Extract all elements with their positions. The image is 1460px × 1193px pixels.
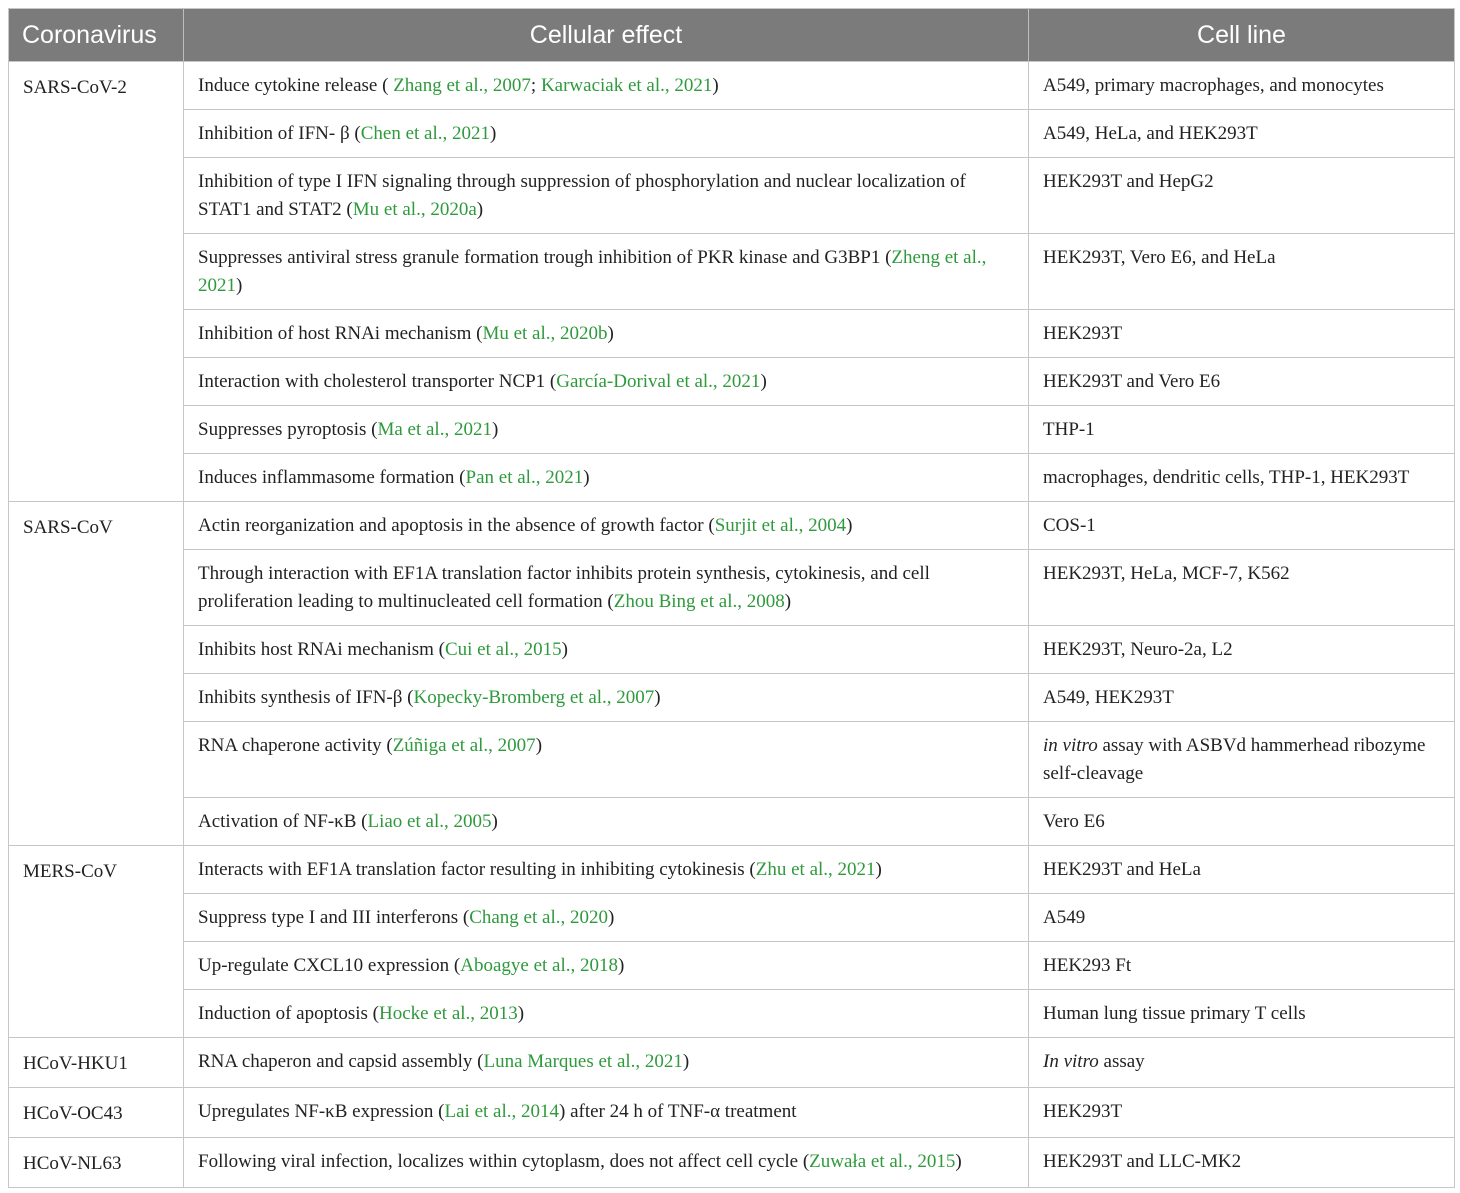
text-run: ;: [530, 75, 541, 96]
text-run: macrophages, dendritic cells, THP-1, HEK293T: [1043, 467, 1410, 488]
citation-link[interactable]: Aboagye et al., 2018: [460, 955, 619, 976]
table-row: [9, 62, 1455, 110]
text-run: ): [760, 371, 767, 392]
text-run: Up-regulate CXCL10 expression (: [198, 955, 461, 976]
virus-name: MERS-CoV: [9, 846, 184, 1038]
cell-line-cell: [1029, 310, 1455, 358]
cell-line-cell: [1029, 358, 1455, 406]
virus-name: HCoV-HKU1: [9, 1038, 184, 1088]
cell-line-cell: [1029, 1038, 1455, 1088]
citation-link[interactable]: Zúñiga et al., 2007: [392, 735, 536, 756]
text-run: ): [491, 419, 499, 440]
cell-line-cell: [1029, 502, 1455, 550]
cellular-effect-cell: [184, 1138, 1029, 1188]
text-run: Suppresses pyroptosis (: [198, 419, 378, 440]
cellular-effect-cell: [184, 846, 1029, 894]
cell-line-cell: [1029, 722, 1455, 798]
citation-link[interactable]: Zuwała et al., 2015: [809, 1151, 956, 1172]
text-run: ): [784, 591, 792, 612]
text-run: ): [875, 859, 882, 880]
text-run: Vero E6: [1043, 811, 1105, 832]
cell-line-cell: [1029, 406, 1455, 454]
virus-name: SARS-CoV: [9, 502, 184, 846]
text-run: ): [955, 1151, 962, 1172]
text-run: Actin reorganization and apoptosis in the absence of growth factor (: [198, 515, 715, 536]
text-run: Activation of NF-κB (: [198, 811, 368, 832]
text-run: ): [607, 907, 615, 928]
header-row: [9, 9, 1455, 62]
table-row: [9, 990, 1455, 1038]
cellular-effect-cell: [184, 1088, 1029, 1138]
text-run: Inhibition of type I IFN signaling through suppression of phosphorylation and nuclear localization of STAT1 and STAT2 (: [198, 171, 966, 220]
text-run: HEK293T, Neuro-2a, L2: [1043, 639, 1233, 660]
text-run: COS-1: [1043, 515, 1096, 536]
text-run: ): [517, 1003, 525, 1024]
text-run: HEK293T: [1043, 1101, 1123, 1122]
text-run: HEK293T, HeLa, MCF-7, K562: [1043, 563, 1290, 584]
text-run: ): [618, 955, 625, 976]
text-run: Following viral infection, localizes within cytoplasm, does not affect cell cycle (: [198, 1151, 810, 1172]
text-run: HEK293T and Vero E6: [1043, 371, 1221, 392]
text-run: ): [654, 687, 661, 708]
text-run: Induces inflammasome formation (: [198, 467, 466, 488]
cell-line-cell: [1029, 158, 1455, 234]
cellular-effect-cell: [184, 894, 1029, 942]
citation-link[interactable]: Luna Marques et al., 2021: [483, 1051, 683, 1072]
text-run: ): [561, 639, 568, 660]
text-run: HEK293T: [1043, 323, 1123, 344]
cellular-effect-cell: [184, 1038, 1029, 1088]
citation-link[interactable]: Pan et al., 2021: [465, 467, 584, 488]
header-coronavirus: Coronavirus: [9, 9, 184, 62]
text-run: Through interaction with EF1A translation factor inhibits protein synthesis, cytokinesis, and cell proliferation leading to multinucleated cell formation (: [198, 563, 930, 612]
text-run: Upregulates NF-κB expression (: [198, 1101, 445, 1122]
text-run: A549, primary macrophages, and monocytes: [1043, 75, 1384, 96]
cell-line-cell: [1029, 990, 1455, 1038]
coronavirus-table: [8, 8, 1455, 1188]
citation-link[interactable]: Chen et al., 2021: [360, 123, 490, 144]
citation-link[interactable]: Karwaciak et al., 2021: [540, 75, 713, 96]
table-row: [9, 358, 1455, 406]
text-run: A549, HeLa, and HEK293T: [1043, 123, 1258, 144]
cell-line-cell: [1029, 62, 1455, 110]
text-run: HEK293T, Vero E6, and HeLa: [1043, 247, 1276, 268]
cellular-effect-cell: [184, 550, 1029, 626]
cellular-effect-cell: [184, 798, 1029, 846]
citation-link[interactable]: Zhu et al., 2021: [755, 859, 876, 880]
cellular-effect-cell: [184, 942, 1029, 990]
text-run: THP-1: [1043, 419, 1095, 440]
cell-line-cell: [1029, 674, 1455, 722]
table-row: [9, 798, 1455, 846]
citation-link[interactable]: Liao et al., 2005: [367, 811, 492, 832]
citation-link[interactable]: Lai et al., 2014: [444, 1101, 559, 1122]
text-run: RNA chaperon and capsid assembly (: [198, 1051, 484, 1072]
table-header: [9, 9, 1455, 62]
citation-link[interactable]: Mu et al., 2020b: [482, 323, 608, 344]
text-run: HEK293T and HepG2: [1043, 171, 1214, 192]
text-run: Inhibits synthesis of IFN-β (: [198, 687, 414, 708]
table-row: [9, 674, 1455, 722]
text-run: Inhibition of IFN- β (: [198, 123, 361, 144]
text-run: Human lung tissue primary T cells: [1043, 1003, 1306, 1024]
text-run: A549, HEK293T: [1043, 687, 1174, 708]
citation-link[interactable]: Kopecky-Bromberg et al., 2007: [413, 687, 655, 708]
cellular-effect-cell: [184, 406, 1029, 454]
table-row: [9, 626, 1455, 674]
cellular-effect-cell: [184, 234, 1029, 310]
table-row: [9, 158, 1455, 234]
text-run: ): [846, 515, 853, 536]
text-run: ): [491, 811, 498, 832]
cellular-effect-cell: [184, 722, 1029, 798]
cell-line-cell: [1029, 454, 1455, 502]
text-run: assay with ASBVd hammerhead ribozyme self-cleavage: [1043, 735, 1426, 784]
table-row: [9, 502, 1455, 550]
table-row: [9, 1138, 1455, 1188]
table-row: [9, 406, 1455, 454]
text-run: ): [490, 123, 497, 144]
text-run: ): [583, 467, 590, 488]
header-cellular-effect: Cellular effect: [184, 9, 1029, 62]
text-run: ): [476, 199, 484, 220]
cell-line-cell: [1029, 234, 1455, 310]
table-row: [9, 234, 1455, 310]
text-run: HEK293 Ft: [1043, 955, 1132, 976]
table-row: [9, 846, 1455, 894]
table-row: [9, 894, 1455, 942]
table-container: [8, 8, 1454, 1188]
citation-link[interactable]: Zhang et al., 2007: [393, 75, 531, 96]
text-run: A549: [1043, 907, 1086, 928]
citation-link[interactable]: García-Dorival et al., 2021: [556, 371, 761, 392]
citation-link[interactable]: Mu et al., 2020a: [352, 199, 477, 220]
text-run: Inhibits host RNAi mechanism (: [198, 639, 445, 660]
cell-line-cell: [1029, 626, 1455, 674]
cellular-effect-cell: [184, 358, 1029, 406]
citation-link[interactable]: Cui et al., 2015: [444, 639, 562, 660]
text-run: ) after 24 h of TNF-α treatment: [559, 1101, 797, 1122]
cellular-effect-cell: [184, 158, 1029, 234]
virus-name: HCoV-NL63: [9, 1138, 184, 1188]
citation-link[interactable]: Zheng et al., 2021: [198, 247, 987, 296]
text-run: ): [607, 323, 614, 344]
citation-link[interactable]: Zhou Bing et al., 2008: [613, 591, 785, 612]
text-run: Interaction with cholesterol transporter NCP1 (: [198, 371, 557, 392]
header-cell-line: Cell line: [1029, 9, 1455, 62]
virus-name: HCoV-OC43: [9, 1088, 184, 1138]
cellular-effect-cell: [184, 502, 1029, 550]
text-run: assay: [1098, 1051, 1145, 1072]
text-run: Induce cytokine release (: [198, 75, 394, 96]
citation-link[interactable]: Surjit et al., 2004: [714, 515, 847, 536]
cell-line-cell: [1029, 1088, 1455, 1138]
text-run: RNA chaperone activity (: [198, 735, 393, 756]
cellular-effect-cell: [184, 674, 1029, 722]
text-run: HEK293T and LLC-MK2: [1043, 1151, 1242, 1172]
virus-name: SARS-CoV-2: [9, 62, 184, 502]
table-row: [9, 454, 1455, 502]
text-run: ): [712, 75, 719, 96]
cell-line-cell: [1029, 550, 1455, 626]
cell-line-cell: [1029, 1138, 1455, 1188]
table-row: [9, 1038, 1455, 1088]
cellular-effect-cell: [184, 990, 1029, 1038]
table-row: [9, 1088, 1455, 1138]
text-run: ): [236, 275, 243, 296]
cellular-effect-cell: [184, 110, 1029, 158]
cell-line-cell: [1029, 110, 1455, 158]
italic-text: in vitro: [1043, 735, 1098, 756]
cellular-effect-cell: [184, 310, 1029, 358]
cellular-effect-cell: [184, 626, 1029, 674]
italic-text: In vitro: [1043, 1051, 1099, 1072]
text-run: Suppress type I and III interferons (: [198, 907, 470, 928]
cell-line-cell: [1029, 846, 1455, 894]
text-run: Suppresses antiviral stress granule formation trough inhibition of PKR kinase and G3BP1 (: [198, 247, 892, 268]
text-run: HEK293T and HeLa: [1043, 859, 1201, 880]
table-row: [9, 550, 1455, 626]
table-body: [9, 62, 1455, 1188]
table-row: [9, 310, 1455, 358]
text-run: Inhibition of host RNAi mechanism (: [198, 323, 483, 344]
cell-line-cell: [1029, 894, 1455, 942]
text-run: ): [682, 1051, 690, 1072]
table-row: [9, 722, 1455, 798]
citation-link[interactable]: Chang et al., 2020: [469, 907, 608, 928]
table-row: [9, 942, 1455, 990]
cell-line-cell: [1029, 798, 1455, 846]
text-run: Induction of apoptosis (: [198, 1003, 380, 1024]
table-row: [9, 110, 1455, 158]
cellular-effect-cell: [184, 62, 1029, 110]
cell-line-cell: [1029, 942, 1455, 990]
citation-link[interactable]: Ma et al., 2021: [377, 419, 492, 440]
text-run: Interacts with EF1A translation factor resulting in inhibiting cytokinesis (: [198, 859, 756, 880]
cellular-effect-cell: [184, 454, 1029, 502]
text-run: ): [535, 735, 543, 756]
citation-link[interactable]: Hocke et al., 2013: [379, 1003, 518, 1024]
